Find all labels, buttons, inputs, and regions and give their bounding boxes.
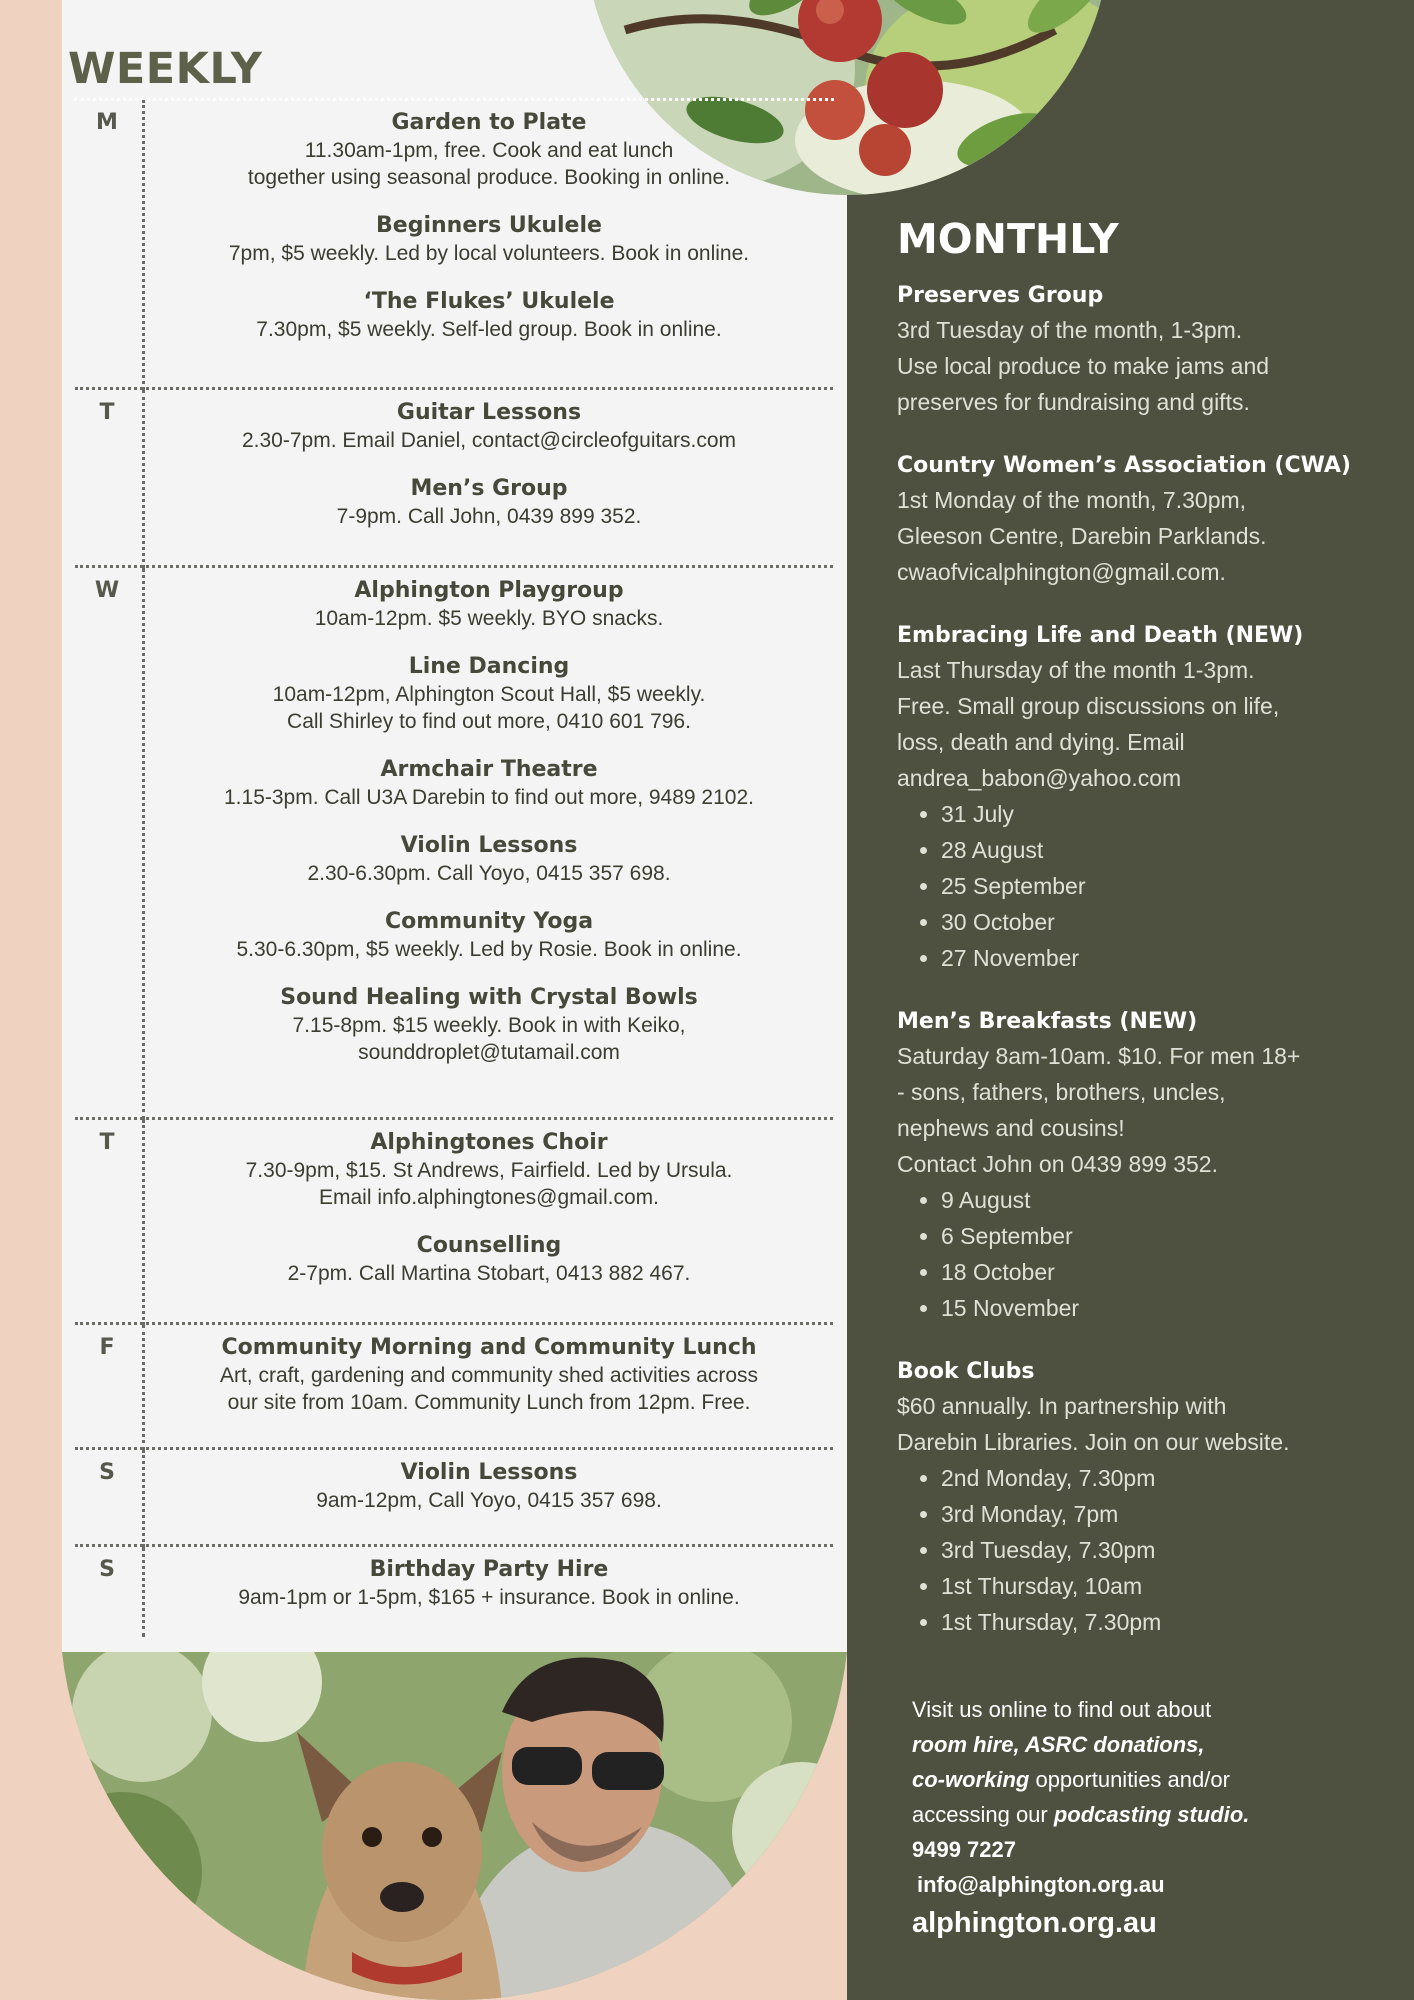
monthly-section-title: Men’s Breakfasts (NEW) — [897, 1009, 1198, 1034]
monthly-list — [897, 280, 1377, 1670]
visit-line: opportunities and/or — [1029, 1767, 1230, 1792]
event-description: 10am-12pm. $5 weekly. BYO snacks. — [314, 607, 664, 630]
event-item — [145, 1128, 833, 1211]
event-description: 7.15-8pm. $15 weekly. Book in with Keiko, sounddroplet@tutamail.com — [292, 1014, 686, 1064]
monthly-section-description: 1st Monday of the month, 7.30pm, Gleeson Centre, Darebin Parklands. cwaofvicalphington@gmail.com. — [897, 487, 1267, 585]
event-item — [145, 1555, 833, 1611]
event-item — [145, 108, 833, 191]
event-description: 9am-1pm or 1-5pm, $165 + insurance. Book in online. — [238, 1586, 740, 1609]
event-title: Alphingtones Choir — [370, 1130, 608, 1155]
day-letter: W — [94, 578, 120, 603]
monthly-section-description: Last Thursday of the month 1-3pm. Free. Small group discussions on life, loss, death and dying. Email andrea_babon@yahoo.com — [897, 657, 1280, 791]
day-events — [145, 1458, 833, 1534]
event-title: Garden to Plate — [391, 110, 587, 135]
event-description: 7pm, $5 weekly. Led by local volunteers. Book in online. — [228, 242, 750, 265]
day-block-saturday — [75, 1450, 833, 1547]
monthly-section-description: 3rd Tuesday of the month, 1-3pm. Use local produce to make jams and preserves for fundraising and gifts. — [897, 317, 1270, 415]
website-link[interactable]: alphington.org.au — [912, 1907, 1157, 1939]
monthly-section-title: Embracing Life and Death (NEW) — [897, 623, 1304, 648]
date-item: • 1st Thursday, 10am — [941, 1568, 1377, 1604]
phone-number[interactable]: 9499 7227 — [912, 1837, 1016, 1862]
man-with-dog-photo — [62, 1652, 847, 2000]
event-title: Alphington Playgroup — [354, 578, 624, 603]
event-description: 1.15-3pm. Call U3A Darebin to find out more, 9489 2102. — [224, 786, 754, 809]
date-list — [897, 1460, 1377, 1640]
day-events — [145, 1128, 833, 1307]
day-block-wednesday — [75, 568, 833, 1120]
event-title: Community Morning and Community Lunch — [221, 1335, 757, 1360]
event-item — [145, 287, 833, 343]
monthly-section — [897, 1006, 1377, 1326]
event-item — [145, 755, 833, 811]
day-letter: T — [99, 1130, 115, 1155]
event-description: 7.30pm, $5 weekly. Self-led group. Book in online. — [256, 318, 722, 341]
day-letter: S — [99, 1460, 115, 1485]
day-events — [145, 1555, 833, 1631]
event-title: Guitar Lessons — [396, 400, 582, 425]
day-events — [145, 576, 833, 1086]
event-description: 10am-12pm, Alphington Scout Hall, $5 weekly. Call Shirley to find out more, 0410 601 796. — [272, 683, 706, 733]
date-item: • 3rd Tuesday, 7.30pm — [941, 1532, 1377, 1568]
date-item: • 30 October — [941, 904, 1377, 940]
date-item: • 2nd Monday, 7.30pm — [941, 1460, 1377, 1496]
monthly-section — [897, 1356, 1377, 1640]
event-item — [145, 983, 833, 1066]
event-item — [145, 1333, 833, 1416]
event-item — [145, 652, 833, 735]
day-letter: F — [99, 1335, 115, 1360]
event-description: 2.30-7pm. Email Daniel, contact@circleofguitars.com — [241, 429, 736, 452]
event-title: Line Dancing — [408, 654, 570, 679]
event-description: 11.30am-1pm, free. Cook and eat lunch together using seasonal produce. Booking in online. — [247, 139, 731, 189]
event-title: Sound Healing with Crystal Bowls — [280, 985, 698, 1010]
date-item: • 28 August — [941, 832, 1377, 868]
day-events — [145, 108, 833, 363]
event-item — [145, 576, 833, 632]
day-block-sunday — [75, 1547, 833, 1637]
visit-line: accessing our — [912, 1802, 1054, 1827]
event-description: 2.30-6.30pm. Call Yoyo, 0415 357 698. — [307, 862, 671, 885]
monthly-section-description: Saturday 8am-10am. $10. For men 18+ - sons, fathers, brothers, uncles, nephews and cousins! Contact John on 0439 899 352. — [897, 1043, 1301, 1177]
date-item: • 9 August — [941, 1182, 1377, 1218]
monthly-section — [897, 450, 1377, 590]
date-list — [897, 796, 1377, 976]
event-title: Community Yoga — [384, 909, 594, 934]
event-title: ‘The Flukes’ Ukulele — [363, 289, 615, 314]
visit-highlight: room hire, ASRC donations, — [912, 1732, 1205, 1757]
event-title: Birthday Party Hire — [369, 1557, 609, 1582]
event-title: Violin Lessons — [400, 833, 578, 858]
day-letter: T — [99, 400, 115, 425]
event-description: 5.30-6.30pm, $5 weekly. Led by Rosie. Book in online. — [236, 938, 742, 961]
monthly-section-title: Book Clubs — [897, 1359, 1035, 1384]
event-title: Violin Lessons — [400, 1460, 578, 1485]
event-item — [145, 831, 833, 887]
event-description: 7.30-9pm, $15. St Andrews, Fairfield. Led by Ursula. Email info.alphingtones@gmail.com. — [245, 1159, 733, 1209]
event-item — [145, 211, 833, 267]
event-item — [145, 1458, 833, 1514]
day-block-friday — [75, 1325, 833, 1450]
event-item — [145, 398, 833, 454]
event-item — [145, 1231, 833, 1287]
event-description: 2-7pm. Call Martina Stobart, 0413 882 467. — [287, 1262, 691, 1285]
event-description: Art, craft, gardening and community shed activities across our site from 10am. Community Lunch from 12pm. Free. — [219, 1364, 759, 1414]
day-events — [145, 1333, 833, 1436]
day-events — [145, 398, 833, 550]
event-title: Counselling — [416, 1233, 562, 1258]
email-link[interactable]: info@alphington.org.au — [917, 1872, 1165, 1897]
visit-line: Visit us online to find out about — [912, 1697, 1212, 1722]
day-block-monday — [75, 100, 833, 390]
event-description: 9am-12pm, Call Yoyo, 0415 357 698. — [316, 1489, 662, 1512]
date-item: • 1st Thursday, 7.30pm — [941, 1604, 1377, 1640]
event-item — [145, 474, 833, 530]
event-title: Beginners Ukulele — [376, 213, 602, 238]
event-description: 7-9pm. Call John, 0439 899 352. — [336, 505, 642, 528]
day-letter: M — [96, 110, 118, 135]
monthly-section — [897, 280, 1377, 420]
monthly-heading: MONTHLY — [897, 215, 1119, 263]
date-item: • 25 September — [941, 868, 1377, 904]
weekly-heading: WEEKLY — [68, 44, 263, 94]
event-title: Men’s Group — [410, 476, 568, 501]
visit-highlight: co-working — [912, 1767, 1030, 1792]
event-item — [145, 907, 833, 963]
day-block-thursday — [75, 1120, 833, 1325]
date-item: • 31 July — [941, 796, 1377, 832]
day-block-tuesday — [75, 390, 833, 568]
date-item: • 3rd Monday, 7pm — [941, 1496, 1377, 1532]
date-list — [897, 1182, 1377, 1326]
monthly-section-title: Preserves Group — [897, 283, 1104, 308]
date-item: • 6 September — [941, 1218, 1377, 1254]
date-item: • 15 November — [941, 1290, 1377, 1326]
date-item: • 27 November — [941, 940, 1377, 976]
date-item: • 18 October — [941, 1254, 1377, 1290]
day-letter: S — [99, 1557, 115, 1582]
contact-info — [912, 1692, 1362, 1944]
monthly-section-title: Country Women’s Association (CWA) — [897, 453, 1351, 478]
monthly-section-description: $60 annually. In partnership with Darebin Libraries. Join on our website. — [897, 1393, 1290, 1455]
visit-highlight: podcasting studio. — [1053, 1802, 1250, 1827]
monthly-section — [897, 620, 1377, 976]
event-title: Armchair Theatre — [380, 757, 598, 782]
